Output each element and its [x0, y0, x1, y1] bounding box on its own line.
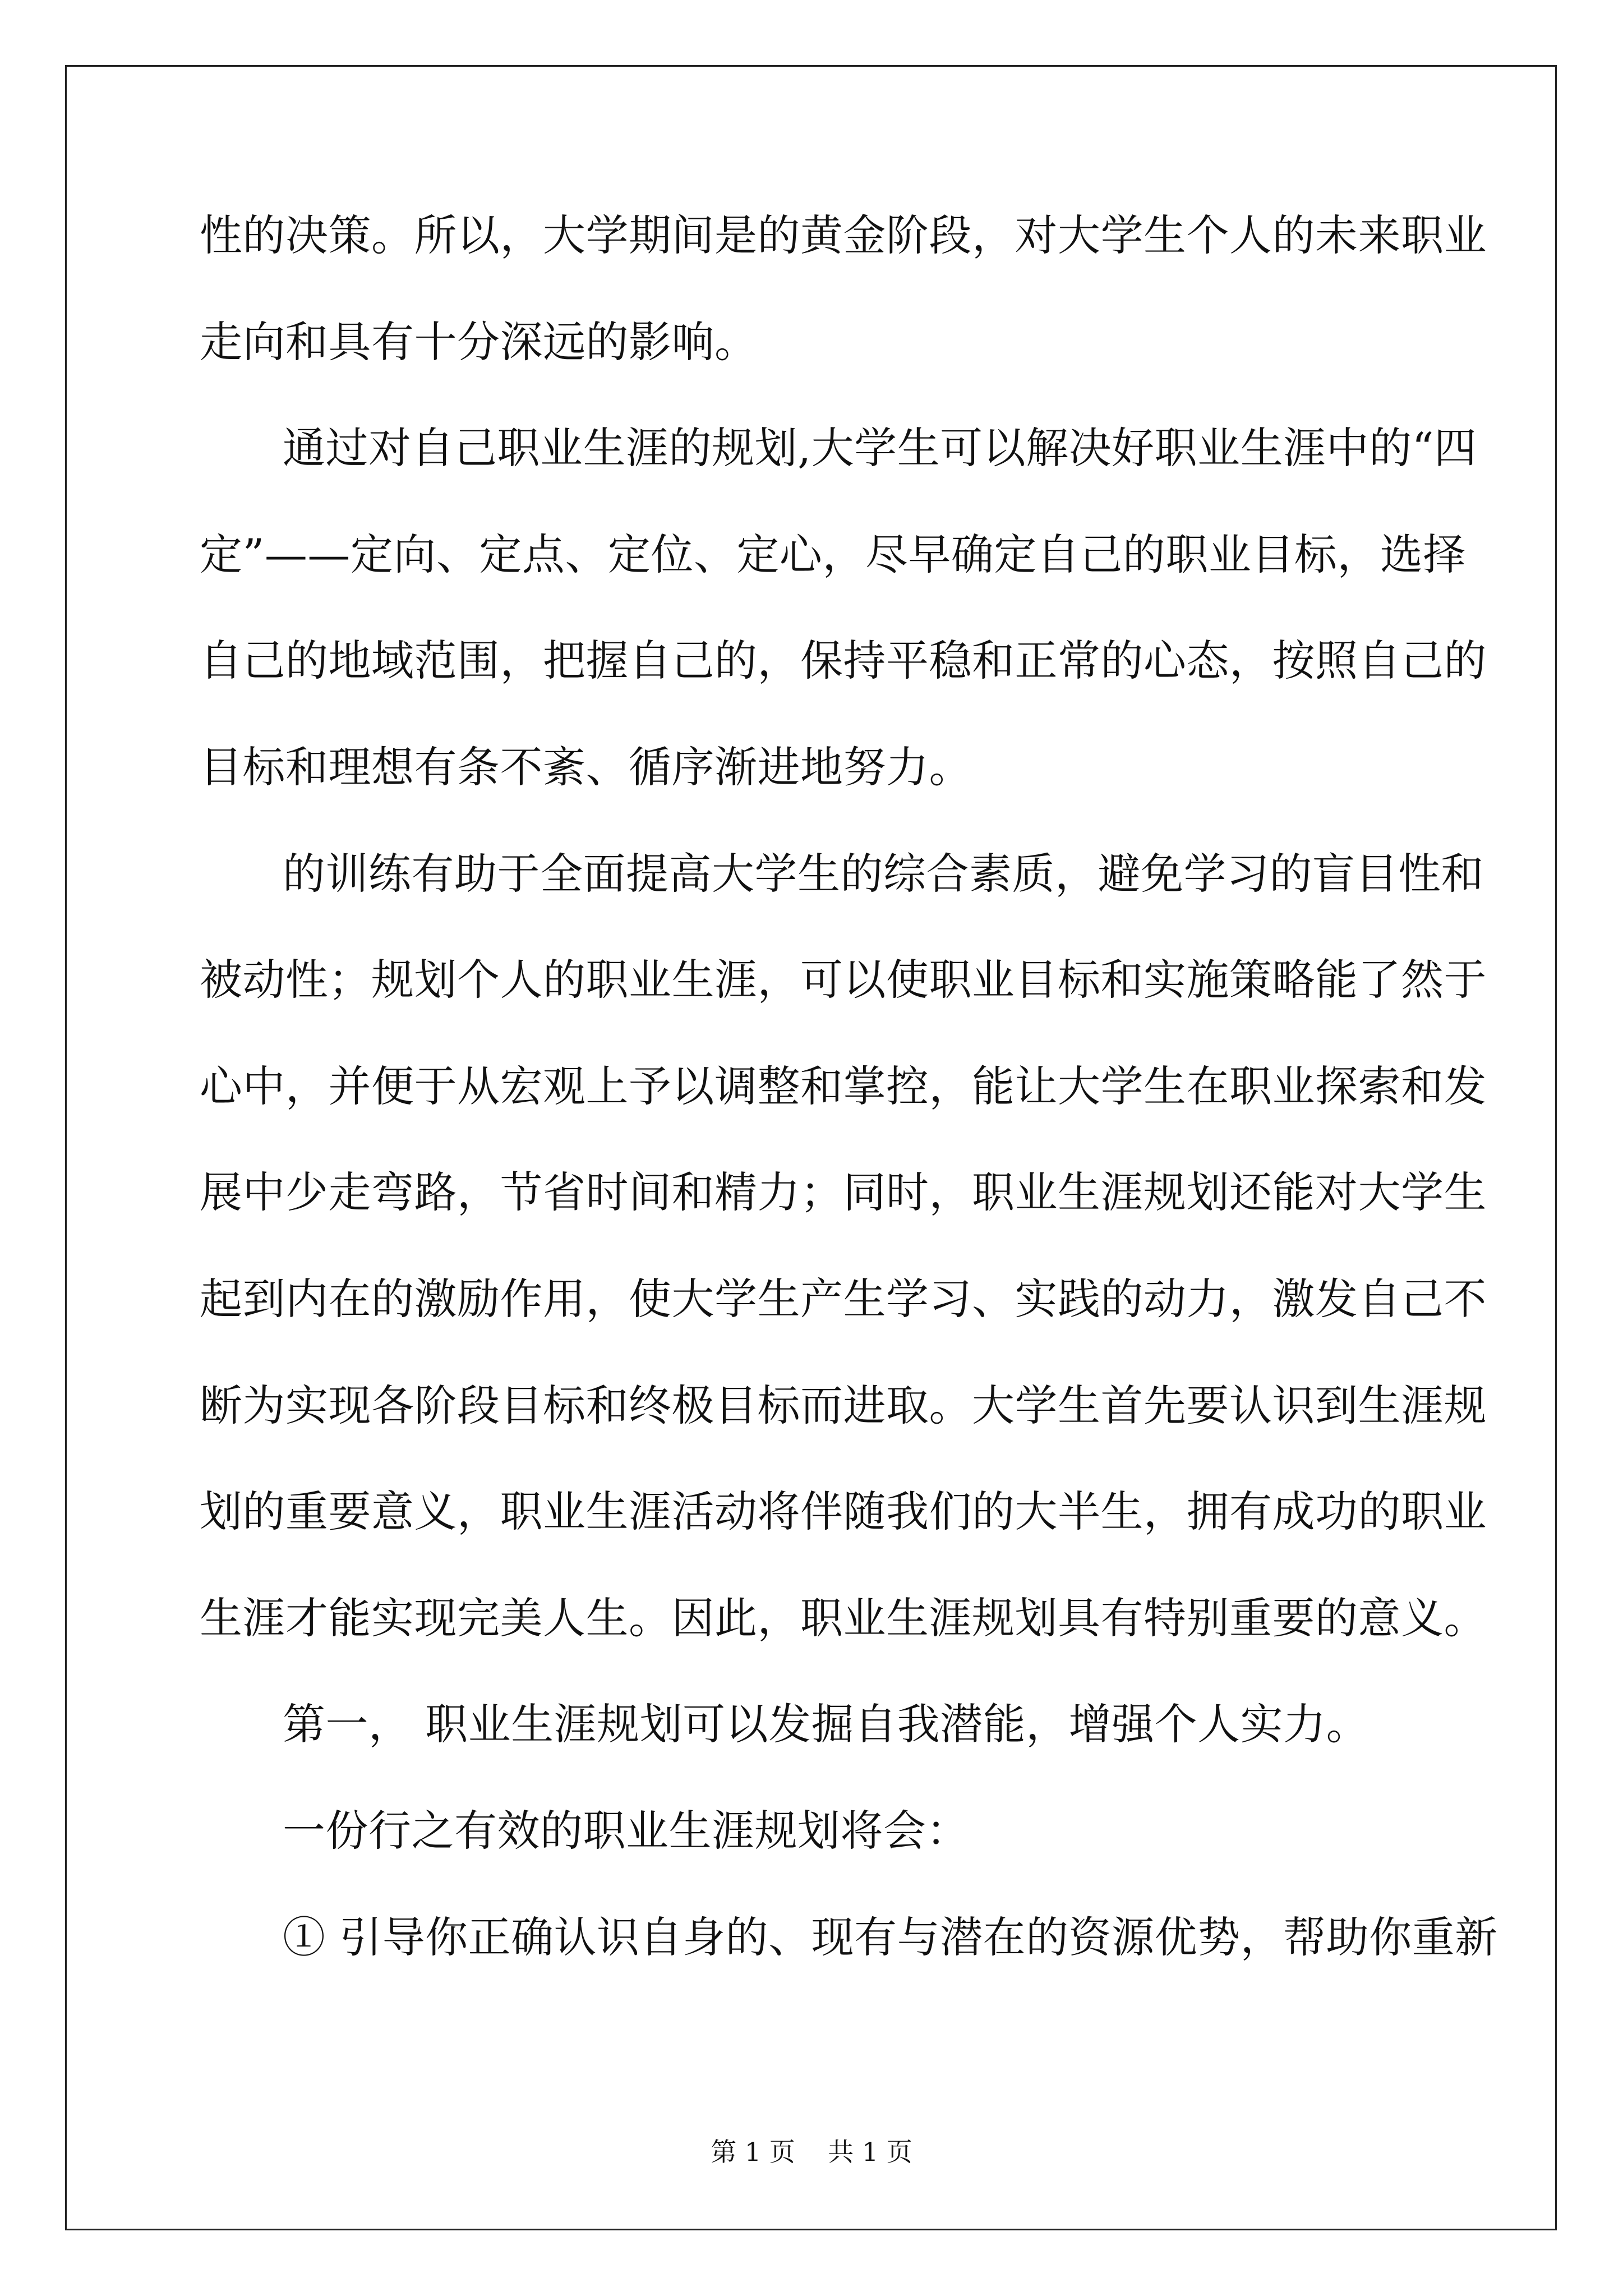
text-line: 通过对自己职业生涯的规划,大学生可以解决好职业生涯中的“四: [283, 423, 1477, 473]
page-footer: 第 1 页 共 1 页: [711, 2137, 912, 2167]
text-line: 被动性；规划个人的职业生涯，可以使职业目标和实施策略能了然于: [200, 955, 1487, 1005]
text-line: 定”——定向、定点、定位、定心，尽早确定自己的职业目标，选择: [200, 529, 1466, 579]
text-line: 走向和具有十分深远的影响。: [200, 316, 758, 367]
text-line: 第一， 职业生涯规划可以发掘自我潜能，增强个人实力。: [283, 1699, 1370, 1750]
text-line: 生涯才能实现完美人生。因此，职业生涯规划具有特别重要的意义。: [200, 1593, 1487, 1643]
text-line: 展中少走弯路，节省时间和精力；同时，职业生涯规划还能对大学生: [200, 1167, 1487, 1218]
text-line: 的训练有助于全面提高大学生的综合素质，避免学习的盲目性和: [283, 848, 1484, 899]
text-line: 断为实现各阶段目标和终极目标而进取。大学生首先要认识到生涯规: [200, 1380, 1487, 1430]
text-line: 性的决策。所以，大学期间是的黄金阶段，对大学生个人的未来职业: [200, 210, 1487, 260]
text-line: 心中，并便于从宏观上予以调整和掌控，能让大学生在职业探索和发: [200, 1061, 1487, 1111]
text-line: 起到内在的激励作用，使大学生产生学习、实践的动力，激发自己不: [200, 1273, 1487, 1324]
text-line: 一份行之有效的职业生涯规划将会：: [283, 1805, 969, 1856]
text-line: 自己的地域范围，把握自己的，保持平稳和正常的心态，按照自己的: [200, 636, 1487, 686]
text-line: ① 引导你正确认识自身的、现有与潜在的资源优势，帮助你重新: [283, 1912, 1498, 1962]
document-body: [200, 202, 1498, 2010]
text-line: 目标和理想有条不紊、循序渐进地努力。: [200, 742, 972, 792]
text-line: 划的重要意义，职业生涯活动将伴随我们的大半生，拥有成功的职业: [200, 1487, 1487, 1537]
